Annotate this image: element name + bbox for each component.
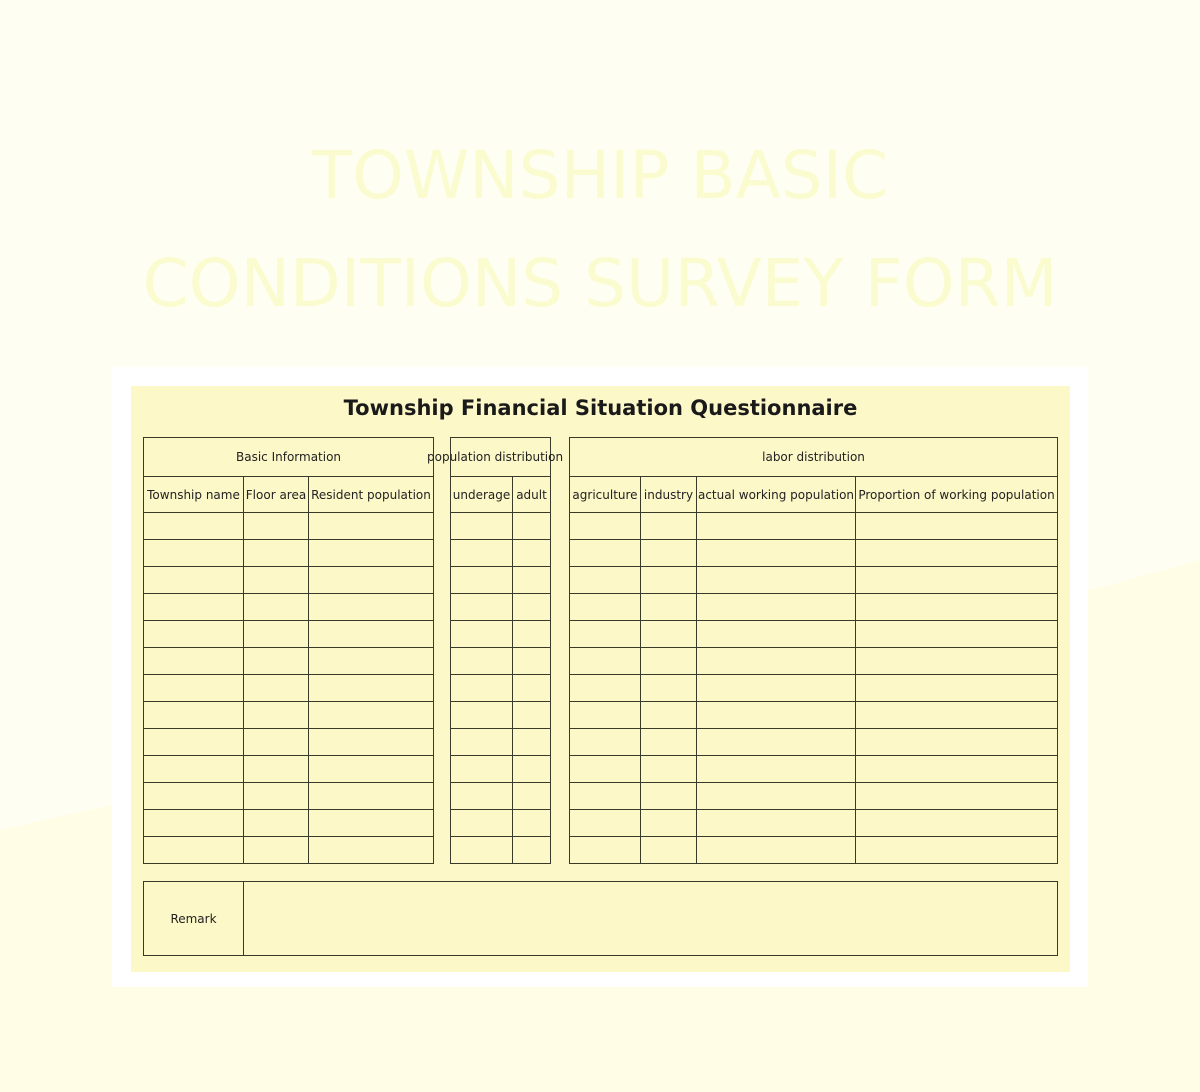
table-cell[interactable] xyxy=(451,702,513,729)
table-cell[interactable] xyxy=(697,621,856,648)
table-cell[interactable] xyxy=(144,567,244,594)
table-cell[interactable] xyxy=(144,702,244,729)
table-row xyxy=(570,675,1058,702)
remark-label: Remark xyxy=(144,882,244,956)
table-cell[interactable] xyxy=(451,756,513,783)
table-cell[interactable] xyxy=(451,540,513,567)
table-cell[interactable] xyxy=(641,648,697,675)
table-cell[interactable] xyxy=(697,513,856,540)
table-row xyxy=(144,729,434,756)
remark-field[interactable] xyxy=(244,882,1058,956)
population-distribution-header xyxy=(427,438,564,477)
table-cell[interactable] xyxy=(309,729,434,756)
table-cell[interactable] xyxy=(513,567,551,594)
table-cell[interactable] xyxy=(641,810,697,837)
table-row xyxy=(144,621,434,648)
table-cell[interactable] xyxy=(697,702,856,729)
table-row xyxy=(144,675,434,702)
table-row xyxy=(144,702,434,729)
table-row xyxy=(451,567,551,594)
table-cell[interactable] xyxy=(144,621,244,648)
table-cell[interactable] xyxy=(641,513,697,540)
column-header-industry: industry xyxy=(641,477,697,513)
table-cell[interactable] xyxy=(856,675,1058,702)
table-row xyxy=(451,810,551,837)
table-row xyxy=(570,513,1058,540)
table-row xyxy=(144,594,434,621)
table-cell[interactable] xyxy=(570,702,641,729)
table-cell[interactable] xyxy=(309,540,434,567)
table-cell[interactable] xyxy=(697,729,856,756)
table-cell[interactable] xyxy=(697,837,856,864)
column-header-underage: underage xyxy=(451,477,513,513)
table-cell[interactable] xyxy=(513,648,551,675)
table-cell[interactable] xyxy=(570,540,641,567)
table-cell[interactable] xyxy=(570,594,641,621)
table-cell[interactable] xyxy=(856,756,1058,783)
table-row xyxy=(570,594,1058,621)
table-cell[interactable] xyxy=(309,783,434,810)
table-cell[interactable] xyxy=(144,837,244,864)
table-cell[interactable] xyxy=(144,540,244,567)
table-cell[interactable] xyxy=(856,621,1058,648)
table-cell[interactable] xyxy=(570,810,641,837)
table-cell[interactable] xyxy=(244,783,309,810)
table-row xyxy=(570,567,1058,594)
table-row xyxy=(144,540,434,567)
table-cell[interactable] xyxy=(144,756,244,783)
table-cell[interactable] xyxy=(641,621,697,648)
table-cell[interactable] xyxy=(244,594,309,621)
table-row xyxy=(451,621,551,648)
basic-information-header: Basic Information xyxy=(144,438,434,477)
table-cell[interactable] xyxy=(570,675,641,702)
table-cell[interactable] xyxy=(451,648,513,675)
labor-distribution-header: labor distribution xyxy=(570,438,1058,477)
table-cell[interactable] xyxy=(856,513,1058,540)
table-row xyxy=(144,783,434,810)
column-header-resident-population: Resident population xyxy=(309,477,434,513)
table-cell[interactable] xyxy=(513,513,551,540)
table-cell[interactable] xyxy=(244,513,309,540)
table-cell[interactable] xyxy=(244,729,309,756)
table-row xyxy=(570,648,1058,675)
table-cell[interactable] xyxy=(513,675,551,702)
table-cell[interactable] xyxy=(144,810,244,837)
table-cell[interactable] xyxy=(641,783,697,810)
table-cell[interactable] xyxy=(513,810,551,837)
table-cell[interactable] xyxy=(244,540,309,567)
table-cell[interactable] xyxy=(309,675,434,702)
table-cell[interactable] xyxy=(244,567,309,594)
table-cell[interactable] xyxy=(309,513,434,540)
table-cell[interactable] xyxy=(856,702,1058,729)
table-row xyxy=(570,729,1058,756)
column-header-floor-area: Floor area xyxy=(244,477,309,513)
table-cell[interactable] xyxy=(641,594,697,621)
table-cell[interactable] xyxy=(244,756,309,783)
table-cell[interactable] xyxy=(309,837,434,864)
table-cell[interactable] xyxy=(697,810,856,837)
table-cell[interactable] xyxy=(451,810,513,837)
table-cell[interactable] xyxy=(309,621,434,648)
table-row xyxy=(570,756,1058,783)
table-cell[interactable] xyxy=(570,621,641,648)
table-cell[interactable] xyxy=(641,540,697,567)
table-cell[interactable] xyxy=(513,783,551,810)
table-row xyxy=(570,621,1058,648)
table-cell[interactable] xyxy=(309,810,434,837)
table-cell[interactable] xyxy=(451,513,513,540)
population-distribution-table xyxy=(427,437,564,864)
table-row xyxy=(144,810,434,837)
table-cell[interactable] xyxy=(697,675,856,702)
table-row xyxy=(570,540,1058,567)
table-row xyxy=(570,783,1058,810)
table-row xyxy=(451,540,551,567)
table-cell[interactable] xyxy=(513,621,551,648)
column-header-township-name: Township name xyxy=(144,477,244,513)
table-cell[interactable] xyxy=(309,648,434,675)
table-cell[interactable] xyxy=(856,594,1058,621)
table-row xyxy=(451,783,551,810)
page-title-line-1: TOWNSHIP BASIC xyxy=(311,137,889,214)
table-cell[interactable] xyxy=(144,513,244,540)
table-row xyxy=(451,675,551,702)
table-cell[interactable] xyxy=(570,567,641,594)
table-cell[interactable] xyxy=(451,837,513,864)
table-cell[interactable] xyxy=(856,729,1058,756)
table-row xyxy=(144,648,434,675)
table-cell[interactable] xyxy=(451,621,513,648)
table-cell[interactable] xyxy=(451,783,513,810)
table-cell[interactable] xyxy=(451,675,513,702)
table-cell[interactable] xyxy=(856,810,1058,837)
table-row xyxy=(451,513,551,540)
table-cell[interactable] xyxy=(570,648,641,675)
page-title xyxy=(0,122,1200,338)
table-cell[interactable] xyxy=(244,621,309,648)
table-cell[interactable] xyxy=(513,540,551,567)
table-cell[interactable] xyxy=(451,567,513,594)
table-row xyxy=(144,837,434,864)
labor-distribution-table xyxy=(569,437,1058,864)
table-cell[interactable] xyxy=(513,702,551,729)
table-cell[interactable] xyxy=(641,729,697,756)
table-cell[interactable] xyxy=(856,783,1058,810)
table-cell[interactable] xyxy=(641,675,697,702)
table-row xyxy=(144,756,434,783)
table-cell[interactable] xyxy=(697,594,856,621)
column-header-proportion-of-working-population: Proportion of working population xyxy=(856,477,1058,513)
table-row xyxy=(570,837,1058,864)
table-cell[interactable] xyxy=(513,837,551,864)
table-cell[interactable] xyxy=(856,540,1058,567)
table-cell[interactable] xyxy=(641,702,697,729)
column-header-actual-working-population: actual working population xyxy=(697,477,856,513)
page-title-line-2: CONDITIONS SURVEY FORM xyxy=(142,245,1058,322)
table-row xyxy=(570,702,1058,729)
table-cell[interactable] xyxy=(641,567,697,594)
table-cell[interactable] xyxy=(570,756,641,783)
table-cell[interactable] xyxy=(144,783,244,810)
column-header-adult: adult xyxy=(513,477,551,513)
table-cell[interactable] xyxy=(570,783,641,810)
table-cell[interactable] xyxy=(244,837,309,864)
basic-information-table xyxy=(143,437,434,864)
table-row xyxy=(570,810,1058,837)
table-cell[interactable] xyxy=(641,837,697,864)
form-heading: Township Financial Situation Questionnaire xyxy=(343,396,858,420)
table-cell[interactable] xyxy=(856,837,1058,864)
table-cell[interactable] xyxy=(697,648,856,675)
table-cell[interactable] xyxy=(309,567,434,594)
table-row xyxy=(144,513,434,540)
table-cell[interactable] xyxy=(144,675,244,702)
table-cell[interactable] xyxy=(570,513,641,540)
table-row xyxy=(451,648,551,675)
table-cell[interactable] xyxy=(641,756,697,783)
table-cell[interactable] xyxy=(697,540,856,567)
table-cell[interactable] xyxy=(697,756,856,783)
table-cell[interactable] xyxy=(513,756,551,783)
table-cell[interactable] xyxy=(244,648,309,675)
table-cell[interactable] xyxy=(309,702,434,729)
table-cell[interactable] xyxy=(244,675,309,702)
table-cell[interactable] xyxy=(697,783,856,810)
table-row xyxy=(451,729,551,756)
table-cell[interactable] xyxy=(856,648,1058,675)
remark-table xyxy=(143,881,1058,956)
table-cell[interactable] xyxy=(244,702,309,729)
table-row xyxy=(144,567,434,594)
table-row xyxy=(451,837,551,864)
table-cell[interactable] xyxy=(570,837,641,864)
population-distribution-label: population distribution xyxy=(427,450,564,464)
table-row xyxy=(451,756,551,783)
table-cell[interactable] xyxy=(244,810,309,837)
table-cell[interactable] xyxy=(513,594,551,621)
table-cell[interactable] xyxy=(697,567,856,594)
table-cell[interactable] xyxy=(144,594,244,621)
table-cell[interactable] xyxy=(451,729,513,756)
table-cell[interactable] xyxy=(309,756,434,783)
table-cell[interactable] xyxy=(513,729,551,756)
table-cell[interactable] xyxy=(144,648,244,675)
table-row xyxy=(451,594,551,621)
table-cell[interactable] xyxy=(144,729,244,756)
column-header-agriculture: agriculture xyxy=(570,477,641,513)
table-cell[interactable] xyxy=(570,729,641,756)
table-cell[interactable] xyxy=(856,567,1058,594)
table-cell[interactable] xyxy=(309,594,434,621)
table-row xyxy=(451,702,551,729)
table-cell[interactable] xyxy=(451,594,513,621)
